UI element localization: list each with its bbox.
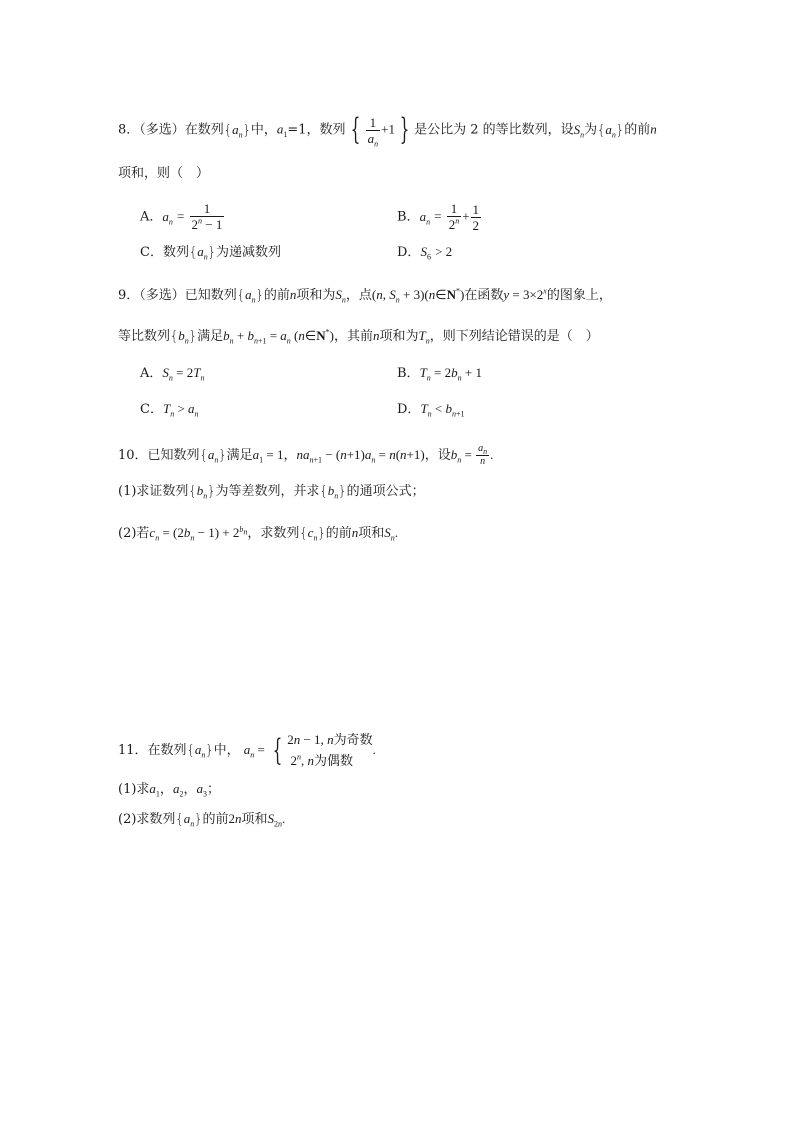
q8-option-a: A．$a_n$ = $\frac{1}{2^n - 1}$ xyxy=(140,201,223,232)
q8-option-b: B．$a_n$ = $\frac{1}{2^n}$ + $\frac{1}{2}$ xyxy=(397,201,480,233)
q9-stem: 9．（多选）已知数列$\{a_n\}$的前n项和为$S_n$，点(n, $S_n$ + 3)(n∈N*)在函数$y = 3\times 2^x$的图象上， xyxy=(118,286,612,305)
q9-option-b: B．$T_n = 2b_n + 1$ xyxy=(397,365,482,383)
q11-stem: 11．在数列$\{a_n\}$中， $a_n$ = { 2n − 1, n为奇数 2$^n$, n为偶数 . xyxy=(118,732,376,769)
q11-part2: (2)求数列$\{a_n\}$的前2n项和$S_{2n}$. xyxy=(118,811,286,829)
q10-part1: (1)求证数列$\{b_n\}$为等差数列，并求$\{b_n\}$的通项公式； xyxy=(118,483,425,501)
q9-option-c: C．$T_n > a_n$ xyxy=(140,401,199,419)
q10-stem: 10．已知数列$\{a_n\}$满足$a_1 = 1$，$na_{n+1} - (n+1)a_n = n(n+1)$，设$b_n$ = $\frac{a_n}{n}$ . xyxy=(118,443,494,467)
q8-stem-line2: 项和，则（ ） xyxy=(118,166,210,181)
q8-option-d: D．$S_6 > 2$ xyxy=(397,244,453,262)
q9-option-a: A．$S_n = 2T_n$ xyxy=(140,365,205,383)
q11-part1: (1)求$a_1$，$a_2$，$a_3$； xyxy=(118,781,220,799)
q9-option-d: D．$T_n < b_{n+1}$ xyxy=(397,401,465,419)
q8-number: 8． xyxy=(118,122,140,138)
q10-number: 10． xyxy=(118,448,148,463)
q8-stem: 8．（多选）在数列$\{a_n\}$中，$a_1=1$，数列 { $\frac{1}{a_n}$ +1 } 是公比为 2 的等比数列，设$S_n$为$\{a_n\}$的前n xyxy=(118,112,657,149)
q10-part2: (2)若$c_n = (2b_n - 1) + 2^{b_n}$，求数列$\{c_n\}$的前n项和$S_n$. xyxy=(118,524,399,543)
q11-number: 11． xyxy=(118,743,148,758)
q8-option-c: C．数列$\{a_n\}$为递减数列 xyxy=(140,244,282,262)
q9-number: 9． xyxy=(118,288,140,303)
q9-stem-line2: 等比数列$\{b_n\}$满足$b_n + b_{n+1} = a_n$ (n∈N*)，其前n项和为$T_n$，则下列结论错误的是（ ） xyxy=(118,327,599,346)
